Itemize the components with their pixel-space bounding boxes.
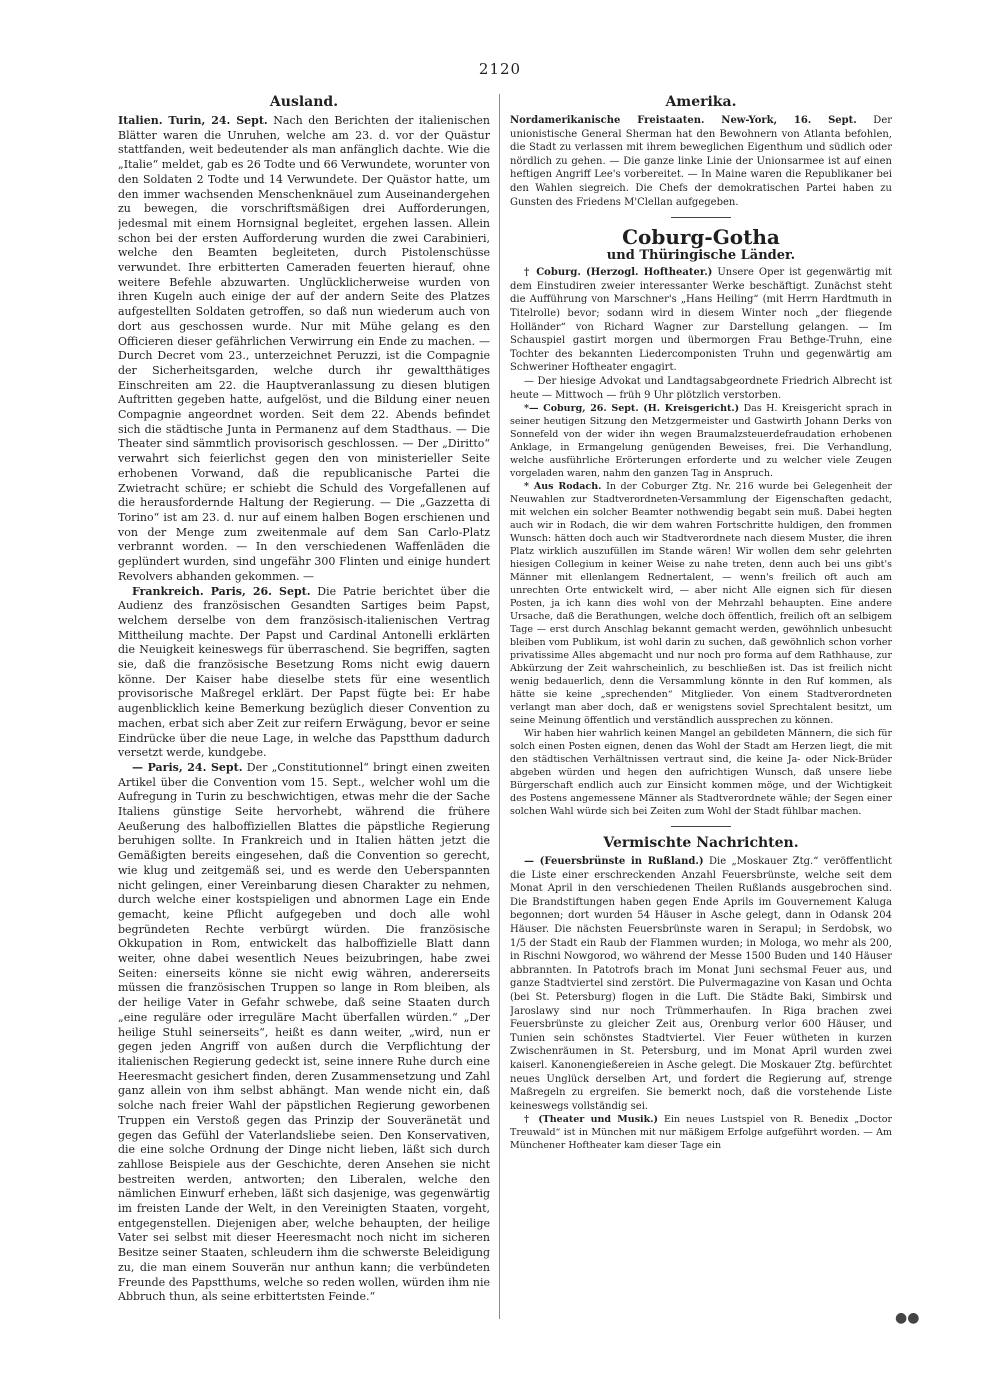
heading-ausland: Ausland. (269, 94, 339, 110)
article-fires (510, 855, 892, 1113)
article-france-2-text: Der „Constitutionnel“ bringt einen zweiten Artikel über die Convention vom 15. Sept., welcher wohl um die Aufregung in Turin zu beschwichtigen, etwas mehr die der Sache Italiens günstige Seite hervorhebt, während die frühere Aeußerung des halboffiziellen Blattes die päpstliche Regierung beruhigen sollte. In Frankreich und in Italien hätten jetzt die Gemäßigten bereits eingesehen, daß die Convention so gerecht, wie klug und zeitgemäß sei, und es werde den Ueberspannten nicht gelingen, einer Vereinbarung diesen Charakter zu nehmen, durch welche einer kostspieligen und abnormen Lage ein Ende gemacht, keine Pflicht aufgegeben und doch alle wohl begründeten Rechte verbürgt würden. Die französische Okkupation in Rom, entwickelt das halboffizielle Blatt dann weiter, ohne dabei wesentlich Neues beizubringen, habe zwei Seiten: einerseits könne sie nicht ewig währen, andererseits müssen die französischen Truppen so lange in Rom bleiben, als der heilige Vater in Gefahr schwebe, daß seine Staaten durch „eine reguläre oder irreguläre Macht überfallen würden.“ „Der heilige Stuhl seinerseits“, heißt es dann weiter, „wird, nun er gegen jeden Angriff von außen durch die Verpflichtung der italienischen Regierung gedeckt ist, seine innere Ruhe durch eine Heeresmacht gesichert finden, deren Zusammensetzung und Zahl ganz allein von ihm selbst abhängt. Man wende nicht ein, daß solche nach freier Wahl der päpstlichen Regierung geworbenen Truppen ein Verstoß gegen das Prinzip der Souveränetät und gegen das Gefühl der Vaterlandsliebe seien. Den Konservativen, die eine solche Ordnung der Dinge nicht lieben, läßt sich durch zahllose Beispiele aus der Geschichte, deren Ansehen sie nicht bestreiten werden, antworten; den Liberalen, welche den nämlichen Einwurf erheben, läßt sich dasjenige, was gegenwärtig im freisten Lande der Welt, in den Vereinigten Staaten, vorgeht, entgegenstellen. Diejenigen aber, welche behaupten, der heilige Vater sei selbst mit dieser Heeresmacht noch nicht im sicheren Besitze seiner Staaten, schleudern ihm die schwerste Beleidigung zu, die man einem Souverän nur anthun kann; die verbündeten Freunde des Papstthums, welche so reden wollen, würden ihm nie Abbruch thun, als seine erbittertsten Feinde.“ (118, 760, 490, 1304)
article-france-1-lead: Frankreich. Paris, 26. Sept. (132, 584, 311, 598)
article-rodach-lead: * Aus Rodach. (524, 481, 602, 493)
article-france-2-lead: — Paris, 24. Sept. (132, 760, 243, 774)
article-theater (510, 266, 892, 375)
article-munich (510, 1113, 892, 1152)
article-rodach-text: In der Coburger Ztg. Nr. 216 wurde bei Gelegenheit der Neuwahlen zur Stadtverordneten-Versammlung der Eigenschaften gedacht, mit welchen ein solcher Beamter nothwendig begabt sein muß. Dabei hegten auch wir in Rodach, die wir dem wahren Fortschritte huldigen, den frommen Wunsch: hätten doch auch wir Stadtverordnete nach diesem Muster, die ihren Platz wirklich auszufüllen im Stande wären! Wir wollen dem sehr gelehrten hiesigen Collegium in keiner Weise zu nahe treten, denn auch bei uns gibt's Männer mit ellenlangem Rednertalent, — wenn's freilich oft auch am unrechten Orte entwickelt wird, — aber nicht Alle eignen sich für diesen Posten, ja ich kann dies wohl von der Mehrzahl behaupten. Eine andere Ursache, daß die Berathungen, welche doch öffentlich, freilich oft an selbigem Tage — erst durch Anschlag bekannt gemacht werden, gewöhnlich unbesucht bleiben vom Publikum, ist wohl darin zu suchen, daß gewöhnlich schon vorher privatissime Alles abgemacht und nur noch pro forma auf dem Rathhause, zur Abkürzung der Zeit wahrscheinlich, zu beschließen ist. Das ist freilich nicht wenig bedauerlich, denn die Versammlung könnte in den Ruf kommen, als hätte sie keine „sprechenden“ Mitglieder. Von einem Stadtverordneten verlangt man aber doch, daß er wenigstens soviel Sprechtalent besitzt, um seine Meinung öffentlich und verständlich aussprechen zu können. (510, 481, 892, 727)
article-court (510, 402, 892, 480)
section-rule (671, 217, 731, 218)
article-munich-lead: † (Theater und Musik.) (524, 1114, 659, 1126)
section-rule-2 (671, 826, 731, 827)
article-italy-text: Nach den Berichten der italienischen Blätter waren die Unruhen, welche am 23. d. vor der Quästur stattfanden, weit bedeutender als man anfänglich dachte. Wie die „Italie“ meldet, gab es 26 Todte und 66 Verwundete, worunter von den Soldaten 2 Todte und 14 Verwundete. Der Quästor hatte, um den immer wachsenden Menschenknäuel zum Auseinandergehen zu bewegen, die vorschriftsmäßigen drei Aufforderungen, jedesmal mit einem Hornsignal begleitet, ergehen lassen. Allein schon bei der ersten Aufforderung wurden die zwei Carabinieri, welche den Beamten begleiteten, durch Pistolenschüsse verwundet. Ihre erbitterten Cameraden feuerten hierauf, ohne weitere Befehle abzuwarten. Unglücklicherweise wurden von ihren Kugeln auch einige der auf der andern Seite des Platzes aufgestellten Soldaten getroffen, so daß nun wiederum auch von dort aus geschossen wurde. Nur mit Mühe gelang es den Officieren dieser gefährlichen Verwirrung ein Ende zu machen. — Durch Decret vom 23., unterzeichnet Peruzzi, ist die Compagnie der Sicherheitsgarden, welche durch ihr gewaltthätiges Einschreiten am 22. die Hauptveranlassung zu diesen blutigen Auftritten gegeben hatte, aufgelöst, und die Bildung einer neuen Compagnie angeordnet worden. Seit dem 22. Abends befindet sich die städtische Junta in Permanenz auf dem Stadthaus. — Die Theater sind sämmtlich provisorisch geschlossen. — Der „Diritto“ verwahrt sich feierlichst gegen den von ministerieller Seite erhobenen Vorwand, daß die republicanische Partei die Zwietracht schüre; er schiebt die Schuld des Vorgefallenen auf die herausfordernde Haltung der Regierung. — Die „Gazzetta di Torino“ ist am 23. d. nur auf einem halben Bogen erschienen und von der Menge zum zweitenmale auf dem San Carlo-Platz verbrannt worden. — In den verschiedenen Waffenläden die geplündert wurden, sind ungefähr 300 Flinten und einige hundert Revolvers abhanden gekommen. — (118, 114, 490, 583)
article-death-notice: — Der hiesige Advokat und Landtagsabgeordnete Friedrich Albrecht ist heute — Mittwoch — früh 9 Uhr plötzlich verstorben. (510, 375, 892, 401)
article-france-1 (118, 585, 490, 761)
article-america-text: Der unionistische General Sherman hat den Bewohnern von Atlanta befohlen, die Stadt zu verlassen mit ihrem beweglichen Eigenthum und südlich oder nördlich zu gehen. — Die ganze linke Linie der Unionsarmee ist auf einen heftigen Angriff Lee's vorbereitet. — In Maine waren die Republikaner bei den Wahlen siegreich. Die Chefs der demokratischen Partei haben zu Gunsten des Friedens M'Clellan aufgegeben. (510, 115, 892, 208)
article-america-lead: Nordamerikanische Freistaaten. New-York, 16. Sept. (510, 115, 857, 126)
heading-vermischte-nachrichten: Vermischte Nachrichten. (603, 835, 799, 852)
article-america (510, 114, 892, 209)
article-italy (118, 114, 490, 585)
article-fires-text: Die „Moskauer Ztg.“ veröffentlicht die Liste einer erschreckenden Anzahl Feuersbrünste, welche seit dem Monat April in den verschiedenen Theilen Rußlands ausgebrochen sind. Die Brandstiftungen haben gegen Ende Aprils im Gouvernement Kaluga begonnen; dort wurden 54 Häuser in Asche gelegt, dann in Odansk 204 Häuser. Die nächsten Feuersbrünste waren in Serapul; in Serdobsk, wo 1/5 der Stadt ein Raub der Flammen wurden; in Mologa, wo mehr als 200, in Rischni Nowgorod, wo während der Messe 1500 Buden und 140 Häuser abbrannten. In Patotrofs brach im Monat Juni sechsmal Feuer aus, und ganze Stadtviertel sind zerstört. Die Pulvermagazine von Kasan und Ochta (bei St. Petersburg) flogen in die Luft. Die Städte Baki, Simbirsk und Jaroslawy sind nur noch Trümmerhaufen. In Riga brachen zwei Feuersbrünste zu gleicher Zeit aus, Orenburg verlor 600 Häuser, und Tunien sein schönstes Stadtviertel. Vier Feuer wütheten in kurzen Zwischenräumen in St. Petersburg, und im Monat April wurden zwei kaiserl. Kanonengießereien in Asche gelegt. Die Moskauer Ztg. befürchtet neues Unglück derselben Art, und fordert die Regierung auf, strenge Maßregeln zu ergreifen. Sie bemerkt noch, daß die vorstehende Liste keineswegs vollständig sei. (510, 856, 892, 1112)
subheading-thueringische-laender: und Thüringische Länder. (606, 248, 796, 264)
article-rodach (510, 480, 892, 727)
right-column (510, 94, 892, 1329)
article-france-2 (118, 761, 490, 1305)
article-france-1-text: Die Patrie berichtet über die Audienz des französischen Gesandten Sartiges beim Papst, welchem derselbe von dem französisch-italienischen Vertrag Mittheilung machte. Der Papst und Cardinal Antonelli erklärten die Neuigkeit keineswegs für überraschend. Sie begriffen, sagten sie, daß die französische Besetzung Roms nicht ewig dauern könne. Der Kaiser habe dieselbe stets für eine wesentlich provisorische Maßregel erklärt. Der Papst fügte bei: Er habe augenblicklich keine Bemerkung bezüglich dieser Convention zu machen, erbat sich aber Zeit zur reifern Erwägung, bevor er seine Eindrücke über die neue Lage, in welche das Papstthum dadurch versetzt werde, kundgebe. (118, 584, 490, 760)
article-court-lead: *— Coburg, 26. Sept. (H. Kreisgericht.) (524, 403, 740, 415)
article-rodach-continued: Wir haben hier wahrlich keinen Mangel an gebildeten Männern, die sich für solch einen Posten eignen, denen das Wohl der Stadt am Herzen liegt, die mit den städtischen Verhältnissen vertraut sind, die keine Ja- oder Nick-Brüder abgeben würden und hegen den aufrichtigen Wunsch, daß unsere liebe Bürgerschaft endlich auch zur Einsicht kommen möge, und der Wichtigkeit des Postens angemessene Männer als Stadtverordnete wähle; der Segen einer solchen Wahl würde sich bei Zeiten zum Wohl der Stadt fühlbar machen. (510, 728, 892, 818)
article-theater-lead: † Coburg. (Herzogl. Hoftheater.) (524, 267, 713, 279)
heading-amerika: Amerika. (665, 94, 737, 110)
article-munich-text: Ein neues Lustspiel von R. Benedix „Doctor Treuwald“ ist in München mit nur mäßigem Erfolge aufgeführt worden. — Am Münchener Hoftheater kam dieser Tage ein (510, 1114, 892, 1152)
article-italy-lead: Italien. Turin, 24. Sept. (118, 114, 268, 127)
article-fires-lead: — (Feuersbrünste in Rußland.) (524, 856, 704, 868)
article-court-text: Das H. Kreisgericht sprach in seiner heutigen Sitzung den Metzgermeister und Gastwirth Johann Derks von Sonnefeld von der wider ihn wegen Braumalzsteuerdefraudation erhobenen Anklage, in Ermangelung genügenden Beweises, frei. Die Verhandlung, welche ausführliche Erörterungen erforderte und zu welcher viele Zeugen vorgeladen waren, nahm den ganzen Tag in Anspruch. (510, 403, 892, 480)
ink-blot: ●● (895, 1310, 920, 1326)
page-number: 2120 (478, 60, 522, 78)
article-theater-text: Unsere Oper ist gegenwärtig mit dem Einstudiren zweier interessanter Werke beschäftigt. Zunächst steht die Aufführung von Marschner's „Hans Heiling“ (mit Herrn Hardtmuth in Titelrolle) bevor; sodann wird in diesem Winter noch „der fliegende Holländer“ von Richard Wagner zur Darstellung gelangen. — Im Schauspiel gastirt morgen und übermorgen Frau Bethge-Truhn, eine Tochter des bekannten Liedercomponisten Truhn und gegenwärtig am Schweriner Hoftheater engagirt. (510, 267, 892, 374)
left-column (118, 94, 490, 1319)
column-divider (499, 94, 500, 1319)
heading-coburg-gotha: Coburg-Gotha (622, 225, 780, 250)
